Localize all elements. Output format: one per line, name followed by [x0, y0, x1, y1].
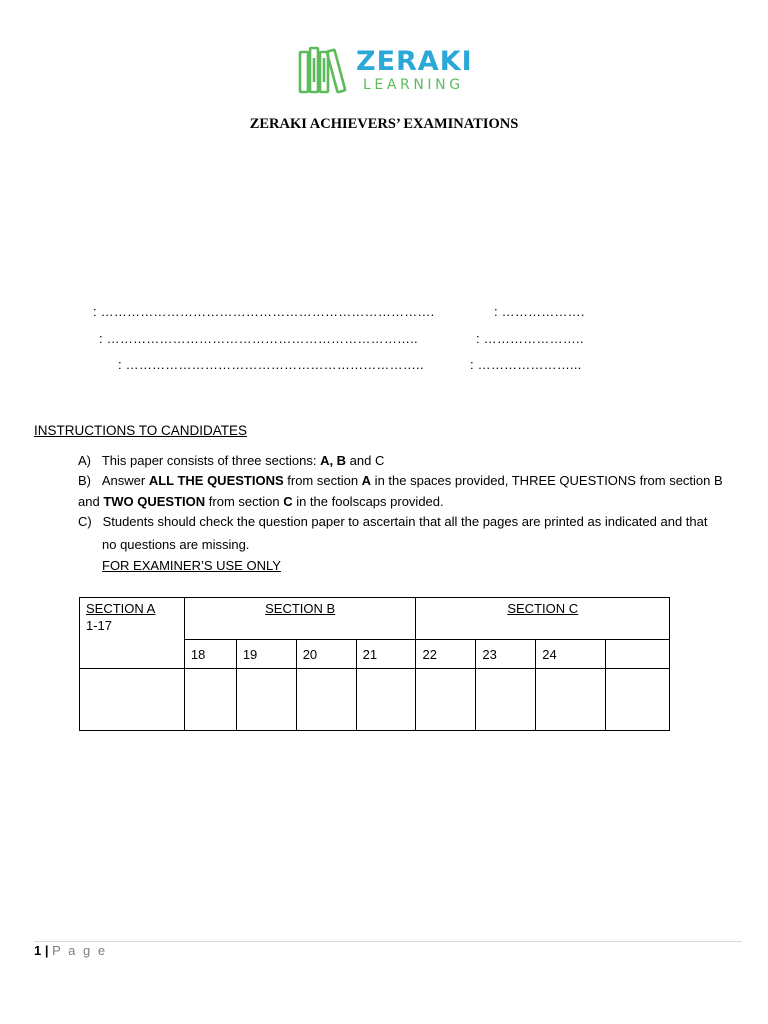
instruction-text: from section: [283, 473, 362, 488]
score-cell[interactable]: [80, 669, 185, 731]
instruction-text: from section: [205, 494, 284, 509]
instruction-text: and C: [346, 453, 385, 468]
section-c-label: SECTION C: [507, 601, 579, 616]
fill-line-name: : ………………………………………………………………….: [93, 304, 435, 319]
instruction-bold: A: [361, 473, 372, 488]
score-cell[interactable]: [476, 669, 536, 731]
instruction-marker: C): [78, 514, 92, 529]
examiner-use-heading: FOR EXAMINER’S USE ONLY: [102, 558, 281, 573]
instruction-bold: TWO QUESTION: [103, 494, 206, 509]
zeraki-logo: [298, 44, 488, 96]
fill-line-signature: : …………………………………………………………..: [118, 357, 424, 372]
fill-line-school: : ……………………………………………………………..: [99, 331, 418, 346]
question-number-cell: 24: [536, 640, 606, 669]
fill-line-date: : …………………..: [476, 331, 584, 346]
score-cell[interactable]: [296, 669, 356, 731]
score-cell[interactable]: [536, 669, 606, 731]
question-number-cell: 19: [236, 640, 296, 669]
section-a-range: 1-17: [86, 618, 113, 633]
instruction-b-line2: [78, 492, 444, 512]
page-footer: [34, 943, 107, 958]
instruction-b: [78, 471, 723, 491]
question-number-cell: 20: [296, 640, 356, 669]
question-number-cell: 21: [356, 640, 416, 669]
instruction-text: in the foolscaps provided.: [292, 494, 444, 509]
exam-title: ZERAKI ACHIEVERS’ EXAMINATIONS: [249, 116, 519, 132]
page-word: P a g e: [52, 943, 108, 958]
brand-subtitle: LEARNING: [363, 77, 464, 93]
score-cell[interactable]: [236, 669, 296, 731]
instruction-bold: A, B: [320, 453, 347, 468]
instruction-bold: C: [283, 494, 293, 509]
question-number-cell: [606, 640, 670, 669]
instructions-heading: INSTRUCTIONS TO CANDIDATES: [34, 423, 248, 438]
instruction-marker: B): [78, 473, 91, 488]
instruction-text: and: [78, 494, 104, 509]
instruction-text: no questions are missing.: [102, 537, 250, 552]
instruction-marker: A): [78, 453, 91, 468]
section-b-header-cell: [184, 598, 416, 640]
brand-name: ZERAKI: [356, 46, 473, 77]
instruction-text: Students should check the question paper to ascertain that all the pages are printed as indicated and that: [102, 514, 708, 529]
instruction-a: [78, 451, 384, 471]
question-number-cell: 22: [416, 640, 476, 669]
instruction-bold: ALL THE QUESTIONS: [148, 473, 284, 488]
instruction-c: [78, 512, 707, 532]
section-b-label: SECTION B: [265, 601, 336, 616]
fill-line-adm: : ……………….: [494, 304, 585, 319]
section-a-label: SECTION A: [86, 601, 156, 616]
marks-table: [79, 597, 670, 731]
score-cell[interactable]: [416, 669, 476, 731]
section-a-header-cell: [80, 598, 185, 669]
question-number-cell: 18: [184, 640, 236, 669]
score-cell[interactable]: [606, 669, 670, 731]
question-number-cell: 23: [476, 640, 536, 669]
instruction-c-line2: [102, 535, 249, 555]
instruction-text: Answer: [101, 473, 149, 488]
score-cell[interactable]: [356, 669, 416, 731]
instruction-text: This paper consists of three sections:: [101, 453, 321, 468]
score-cell[interactable]: [184, 669, 236, 731]
page-separator: |: [44, 943, 49, 958]
instruction-text: in the spaces provided, THREE QUESTIONS from section B: [371, 473, 723, 488]
page-number: 1: [34, 943, 42, 958]
fill-line-class: : …………………...: [470, 357, 582, 372]
books-icon: [298, 46, 352, 94]
section-c-header-cell: [416, 598, 670, 640]
footer-divider: [34, 941, 742, 942]
